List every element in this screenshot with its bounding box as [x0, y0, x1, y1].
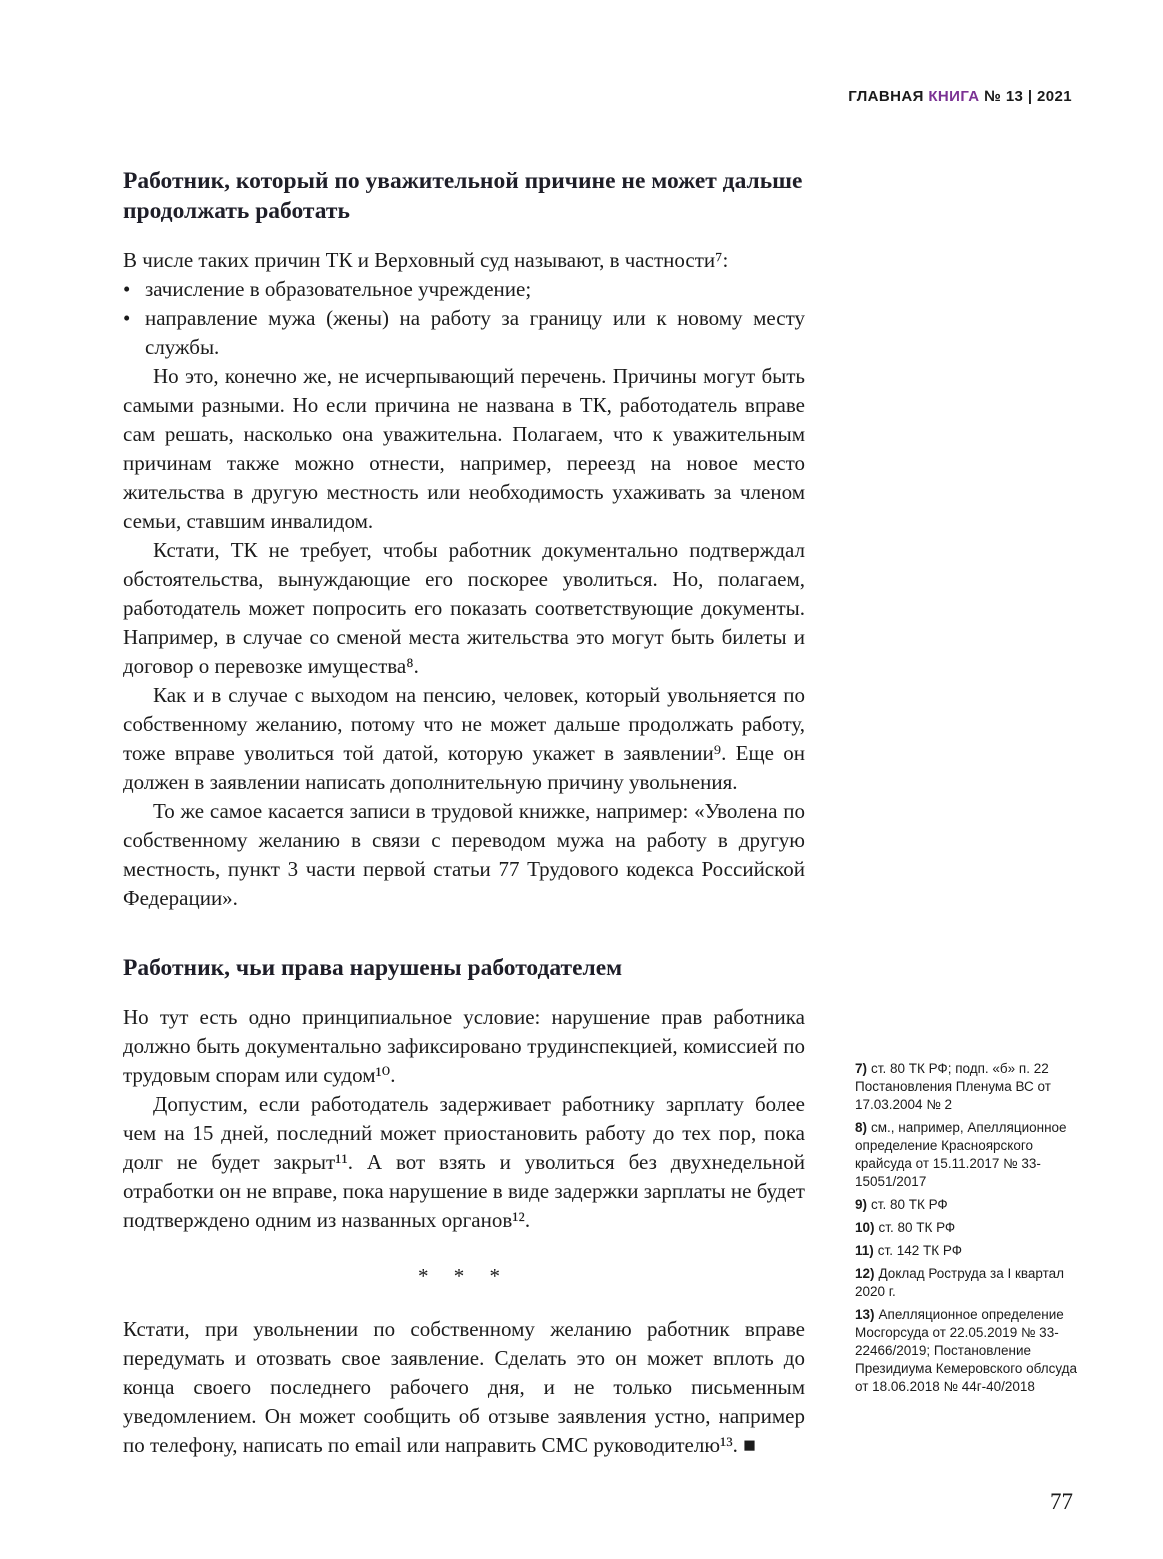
bullet-marker: •: [123, 306, 131, 330]
bullet-item: [123, 275, 805, 304]
footnote-number: 12): [855, 1266, 875, 1281]
footnote-number: 10): [855, 1220, 875, 1235]
footnote: [855, 1306, 1081, 1396]
section2-paragraph: Допустим, если работодатель задерживает работнику зарплату более чем на 15 дней, последний может приостановить работу до тех пор, пока долг не будет закрыт¹¹. А вот взять и уволиться без двухнедельной отработки он не вправе, пока нарушение в виде задержки зарплаты не будет подтверждено одним из названных органов¹².: [123, 1092, 805, 1232]
bullet-text: направление мужа (жены) на работу за границу или к новому месту службы.: [145, 306, 805, 359]
bullet-item: [123, 304, 805, 362]
footnote-text: ст. 80 ТК РФ: [871, 1197, 948, 1212]
footnote-text: ст. 80 ТК РФ; подп. «б» п. 22 Постановления Пленума ВС от 17.03.2004 № 2: [855, 1061, 1051, 1112]
section-separator: * * *: [418, 1264, 510, 1288]
footnote-text: Апелляционное определение Мосгорсуда от 22.05.2019 № 33-22466/2019; Постановление Президиума Кемеровского облсуда от 18.06.2018 № 44г-40/2018: [855, 1307, 1078, 1394]
section2-title: Работник, чьи права нарушены работодателем: [123, 955, 623, 981]
bullet-text: зачисление в образовательное учреждение;: [145, 277, 532, 301]
bullet-marker: •: [123, 277, 131, 301]
footnote-number: 7): [855, 1061, 868, 1076]
masthead-brand-purple: КНИГА: [928, 88, 980, 105]
section1-paragraph: Кстати, ТК не требует, чтобы работник документально подтверждал обстоятельства, вынуждающие его поскорее уволиться. Но, полагаем, работодатель может попросить его показать соответствующие документы. Например, в случае со сменой места жительства это могут быть билеты и договор о перевозке имущества⁸.: [123, 538, 805, 678]
masthead-issue: № 13 | 2021: [984, 88, 1072, 105]
section1-paragraph: Как и в случае с выходом на пенсию, человек, который увольняется по собственному желанию, потому что не может дальше продолжать работу, тоже вправе уволиться той датой, которую укажет в заявлении⁹. Еще он должен в заявлении написать дополнительную причину увольнения.: [123, 683, 805, 794]
section1-paragraph: То же самое касается записи в трудовой книжке, например: «Уволена по собственному желанию в связи с переводом мужа на работу в другую местность, пункт 3 части первой статьи 77 Трудового кодекса Российской Федерации».: [123, 799, 805, 910]
footnote: [855, 1060, 1081, 1114]
section2-paragraph: Но тут есть одно принципиальное условие: нарушение прав работника должно быть документально зафиксировано трудинспекцией, комиссией по трудовым спорам или судом¹⁰.: [123, 1005, 805, 1087]
footnote: [855, 1219, 1081, 1237]
footnote-number: 13): [855, 1307, 875, 1322]
footnote: [855, 1196, 1081, 1214]
section1-paragraph: Но это, конечно же, не исчерпывающий перечень. Причины могут быть самыми разными. Но если причина не названа в ТК, работодатель вправе сам решать, насколько она уважительна. Полагаем, что к уважительным причинам также можно отнести, например, переезд на новое место жительства в другую местность или необходимость ухаживать за членом семьи, ставшим инвалидом.: [123, 364, 805, 533]
footnote-number: 9): [855, 1197, 868, 1212]
footnote-number: 11): [855, 1243, 874, 1258]
masthead-brand-black: ГЛАВНАЯ: [848, 88, 924, 105]
footnote-text: Доклад Роструда за I квартал 2020 г.: [855, 1266, 1065, 1299]
footnote-text: см., например, Апелляционное определение Красноярского крайсуда от 15.11.2017 № 33-15051/2017: [855, 1120, 1067, 1189]
footnote-text: ст. 80 ТК РФ: [878, 1220, 956, 1235]
page-number: 77: [1050, 1489, 1073, 1514]
footnotes-sidebar: [855, 1060, 1081, 1401]
footnote: [855, 1265, 1081, 1301]
section1-title: Работник, который по уважительной причине не может дальше продолжать работать: [123, 168, 803, 224]
section1-intro: В числе таких причин ТК и Верховный суд называют, в частности⁷:: [123, 248, 729, 272]
masthead: [848, 88, 1072, 105]
footnote: [855, 1119, 1081, 1191]
article-column: [123, 166, 805, 1460]
footnote-text: ст. 142 ТК РФ: [877, 1243, 962, 1258]
closing-paragraph: Кстати, при увольнении по собственному желанию работник вправе передумать и отозвать свое заявление. Сделать это он может вплоть до конца своего последнего рабочего дня, и не только письменным уведомлением. Он может сообщить об отзыве заявления устно, например по телефону, написать по email или направить СМС руководителю¹³. ■: [123, 1317, 805, 1457]
footnote: [855, 1242, 1081, 1260]
footnote-number: 8): [855, 1120, 868, 1135]
